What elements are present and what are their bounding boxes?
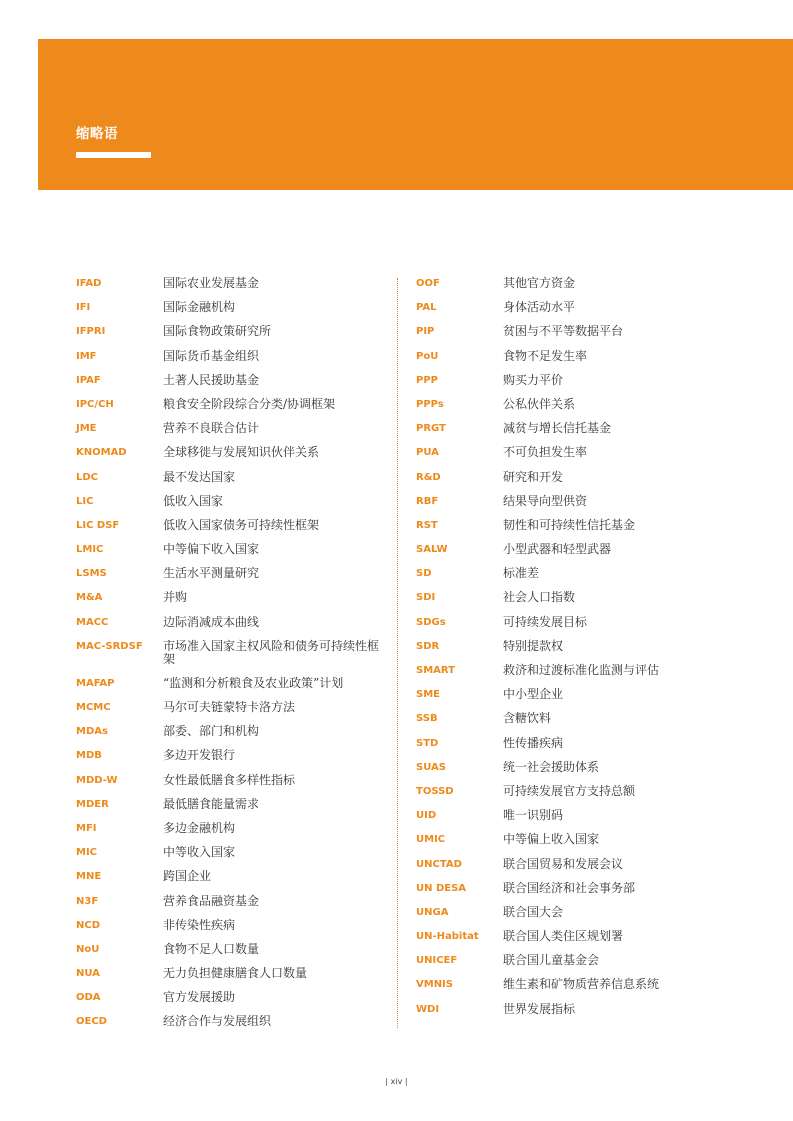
abbreviation-definition: 营养不良联合估计 (163, 421, 260, 436)
abbreviation-row (416, 807, 776, 831)
abbreviation-term: UMIC (416, 834, 446, 846)
abbreviation-row (76, 299, 386, 323)
abbreviation-row (416, 589, 776, 613)
abbreviation-row (76, 565, 386, 589)
abbreviation-term: RBF (416, 495, 439, 507)
abbreviation-term: MDAs (76, 726, 108, 738)
abbreviation-row (416, 686, 776, 710)
abbreviation-definition: 可持续发展目标 (503, 614, 588, 629)
abbreviation-definition: 可持续发展官方支持总额 (503, 783, 636, 798)
abbreviation-term: KNOMAD (76, 447, 127, 459)
abbreviation-term: NUA (76, 968, 100, 980)
abbreviation-definition: 食物不足发生率 (503, 348, 588, 363)
abbreviation-row (416, 1001, 776, 1025)
abbreviation-definition: 多边开发银行 (163, 748, 236, 763)
abbreviation-definition: 不可负担发生率 (503, 445, 588, 460)
abbreviation-definition: 马尔可夫链蒙特卡洛方法 (163, 700, 296, 714)
abbreviation-term: TOSSD (416, 785, 454, 797)
abbreviation-row (76, 420, 386, 444)
abbreviation-definition: 最低膳食能量需求 (163, 796, 260, 811)
abbreviation-definition: 贫困与不平等数据平台 (503, 324, 624, 339)
abbreviation-term: PAL (416, 302, 437, 314)
abbreviation-term: IFPRI (76, 326, 106, 338)
abbreviation-row (416, 904, 776, 928)
abbreviation-term: MDB (76, 750, 102, 762)
column-divider (397, 278, 398, 1028)
abbreviation-definition: 国际金融机构 (163, 300, 236, 315)
abbreviation-term: SDR (416, 640, 440, 652)
abbreviation-row (76, 772, 386, 796)
abbreviation-row (416, 831, 776, 855)
abbreviation-definition: 全球移徙与发展知识伙伴关系 (163, 445, 320, 460)
header-banner (38, 39, 793, 190)
abbreviation-row (416, 323, 776, 347)
abbreviation-term: IFAD (76, 278, 102, 289)
abbreviation-row (76, 275, 386, 299)
abbreviation-definition: 维生素和矿物质营养信息系统 (503, 977, 660, 992)
abbreviation-row (416, 517, 776, 541)
abbreviation-term: MAFAP (76, 677, 115, 689)
abbreviation-row (416, 348, 776, 372)
abbreviation-term: MCMC (76, 702, 111, 713)
abbreviation-row (76, 323, 386, 347)
abbreviation-row (416, 396, 776, 420)
abbreviation-term: NoU (76, 943, 100, 955)
abbreviation-definition: 国际农业发展基金 (163, 276, 260, 290)
abbreviation-definition: 联合国大会 (503, 904, 564, 919)
abbreviation-row (416, 710, 776, 734)
abbreviation-definition: 中等收入国家 (163, 845, 236, 860)
abbreviation-row (416, 759, 776, 783)
abbreviation-term: OOF (416, 278, 440, 289)
abbreviation-definition: 统一社会援助体系 (503, 759, 600, 774)
abbreviation-definition: 性传播疾病 (503, 735, 564, 750)
abbreviation-term: MFI (76, 822, 97, 834)
abbreviation-term: NCD (76, 919, 101, 931)
abbreviation-definition: 特别提款权 (503, 638, 564, 653)
abbreviation-definition: 联合国贸易和发展会议 (503, 856, 624, 871)
abbreviation-row (76, 989, 386, 1013)
abbreviation-definition: 联合国经济和社会事务部 (503, 880, 636, 895)
abbreviation-term: MACC (76, 616, 109, 628)
abbreviation-term: SD (416, 568, 432, 580)
abbreviation-term: SME (416, 689, 440, 701)
abbreviation-definition: 唯一识别码 (503, 808, 564, 823)
abbreviation-definition: 市场准入国家主权风险和债务可持续性框架 (163, 638, 380, 666)
abbreviation-row (416, 952, 776, 976)
abbreviation-term: LIC DSF (76, 519, 120, 531)
abbreviation-definition: 中小型企业 (503, 687, 564, 702)
abbreviation-definition: 低收入国家债务可持续性框架 (163, 517, 320, 532)
abbreviation-term: SDGs (416, 616, 446, 628)
abbreviation-row (76, 638, 386, 675)
abbreviation-definition: 救济和过渡标准化监测与评估 (503, 663, 660, 677)
abbreviation-term: STD (416, 737, 439, 749)
abbreviation-row (416, 444, 776, 468)
abbreviation-row (76, 469, 386, 493)
abbreviation-term: UID (416, 810, 437, 822)
page-title: 缩略语 (76, 126, 118, 142)
abbreviation-term: JME (76, 423, 97, 435)
page-number: | xiv | (385, 1077, 408, 1086)
abbreviation-row (76, 965, 386, 989)
abbreviation-term: M&A (76, 592, 103, 604)
abbreviation-term: UN-Habitat (416, 931, 479, 943)
abbreviation-row (76, 893, 386, 917)
abbreviation-term: MDD-W (76, 774, 118, 786)
abbreviation-definition: 国际货币基金组织 (163, 348, 260, 363)
abbreviation-row (76, 917, 386, 941)
abbreviation-definition: “监测和分析粮食及农业政策”计划 (163, 675, 344, 690)
abbreviation-definition: 购买力平价 (503, 372, 564, 387)
abbreviation-definition: 部委、部门和机构 (163, 724, 260, 739)
abbreviation-definition: 小型武器和轻型武器 (503, 542, 612, 557)
abbreviation-term: UNGA (416, 906, 449, 918)
abbreviation-definition: 公私伙伴关系 (503, 396, 576, 411)
abbreviation-row (416, 928, 776, 952)
abbreviation-definition: 联合国儿童基金会 (503, 953, 600, 968)
abbreviation-row (416, 541, 776, 565)
abbreviation-term: PIP (416, 326, 435, 338)
abbreviation-term: UNCTAD (416, 858, 462, 870)
abbreviation-term: IPC/CH (76, 398, 114, 410)
abbreviation-term: LDC (76, 471, 99, 483)
abbreviation-term: N3F (76, 895, 99, 907)
abbreviation-row (76, 493, 386, 517)
abbreviation-term: LMIC (76, 544, 104, 556)
abbreviation-row (416, 469, 776, 493)
abbreviation-row (416, 662, 776, 686)
abbreviation-definition: 减贫与增长信托基金 (503, 421, 612, 436)
abbreviation-list-left (76, 275, 386, 1038)
abbreviation-definition: 低收入国家 (163, 493, 224, 508)
abbreviation-term: ODA (76, 992, 101, 1004)
abbreviation-term: MNE (76, 871, 102, 883)
abbreviation-term: UN DESA (416, 882, 467, 894)
abbreviation-definition: 世界发展指标 (503, 1001, 576, 1016)
abbreviation-row (76, 517, 386, 541)
abbreviation-row (416, 565, 776, 589)
abbreviation-row (416, 372, 776, 396)
abbreviation-definition: 非传染性疾病 (163, 917, 236, 932)
abbreviation-term: SDI (416, 592, 436, 604)
abbreviation-definition: 韧性和可持续性信托基金 (503, 517, 636, 532)
abbreviation-term: LSMS (76, 568, 107, 580)
abbreviation-definition: 官方发展援助 (163, 990, 236, 1005)
abbreviation-term: SSB (416, 713, 438, 725)
abbreviation-term: SUAS (416, 761, 446, 773)
abbreviation-definition: 研究和开发 (503, 469, 564, 484)
abbreviation-definition: 身体活动水平 (503, 300, 576, 315)
abbreviation-definition: 食物不足人口数量 (163, 941, 260, 956)
abbreviation-row (416, 856, 776, 880)
abbreviation-row (416, 783, 776, 807)
abbreviation-row (76, 868, 386, 892)
abbreviation-term: MDER (76, 798, 109, 810)
abbreviation-row (416, 275, 776, 299)
abbreviation-term: WDI (416, 1003, 440, 1015)
abbreviation-row (76, 541, 386, 565)
abbreviation-term: RST (416, 519, 438, 531)
abbreviation-term: PPP (416, 374, 438, 386)
abbreviation-row (76, 796, 386, 820)
abbreviation-row (416, 638, 776, 662)
abbreviation-term: R&D (416, 471, 441, 483)
abbreviation-row (76, 614, 386, 638)
abbreviation-definition: 结果导向型供资 (503, 493, 588, 508)
abbreviation-list-right (416, 275, 776, 1025)
abbreviation-row (416, 976, 776, 1000)
abbreviation-definition: 标准差 (503, 566, 540, 581)
abbreviation-row (76, 444, 386, 468)
abbreviation-row (76, 747, 386, 771)
abbreviation-term: OECD (76, 1016, 107, 1028)
abbreviation-term: VMNIS (416, 979, 453, 991)
abbreviation-row (76, 941, 386, 965)
abbreviation-term: LIC (76, 495, 94, 507)
abbreviation-definition: 营养食品融资基金 (163, 893, 260, 908)
abbreviation-term: SALW (416, 544, 448, 556)
abbreviation-row (76, 699, 386, 723)
abbreviation-term: MAC-SRDSF (76, 640, 143, 652)
abbreviation-row (76, 723, 386, 747)
abbreviation-definition: 国际食物政策研究所 (163, 324, 272, 339)
abbreviation-definition: 生活水平测量研究 (163, 566, 260, 581)
abbreviation-row (76, 589, 386, 613)
abbreviation-row (416, 614, 776, 638)
abbreviation-row (76, 844, 386, 868)
abbreviation-row (76, 396, 386, 420)
abbreviation-term: IPAF (76, 374, 101, 386)
abbreviation-definition: 联合国人类住区规划署 (503, 929, 624, 944)
abbreviation-row (416, 299, 776, 323)
abbreviation-definition: 土著人民援助基金 (163, 372, 260, 387)
abbreviation-definition: 最不发达国家 (163, 469, 236, 484)
abbreviation-row (416, 735, 776, 759)
abbreviation-definition: 经济合作与发展组织 (163, 1014, 272, 1029)
abbreviation-row (76, 348, 386, 372)
abbreviation-row (416, 880, 776, 904)
abbreviation-term: SMART (416, 665, 455, 676)
abbreviation-term: MIC (76, 847, 98, 859)
abbreviation-definition: 并购 (163, 590, 188, 605)
abbreviation-row (416, 493, 776, 517)
abbreviation-definition: 中等偏下收入国家 (163, 542, 260, 557)
abbreviation-term: PRGT (416, 423, 446, 435)
title-underline (76, 152, 151, 158)
abbreviation-definition: 女性最低膳食多样性指标 (163, 772, 296, 787)
abbreviation-row (76, 820, 386, 844)
abbreviation-definition: 粮食安全阶段综合分类/协调框架 (163, 396, 336, 411)
abbreviation-term: PUA (416, 447, 439, 459)
abbreviation-term: PPPs (416, 398, 444, 410)
abbreviation-term: IFI (76, 302, 91, 314)
abbreviation-definition: 社会人口指数 (503, 590, 576, 605)
abbreviation-term: UNICEF (416, 955, 458, 967)
abbreviation-definition: 跨国企业 (163, 869, 212, 884)
abbreviation-row (76, 675, 386, 699)
abbreviation-term: IMF (76, 350, 97, 362)
abbreviation-row (76, 372, 386, 396)
abbreviation-term: PoU (416, 350, 439, 362)
abbreviation-row (416, 420, 776, 444)
abbreviation-definition: 边际消减成本曲线 (163, 614, 260, 629)
abbreviation-definition: 含糖饮料 (503, 711, 552, 726)
abbreviation-definition: 其他官方资金 (503, 276, 576, 290)
abbreviation-definition: 多边金融机构 (163, 820, 236, 835)
abbreviation-definition: 无力负担健康膳食人口数量 (163, 966, 308, 981)
abbreviation-row (76, 1013, 386, 1037)
abbreviation-definition: 中等偏上收入国家 (503, 832, 600, 847)
